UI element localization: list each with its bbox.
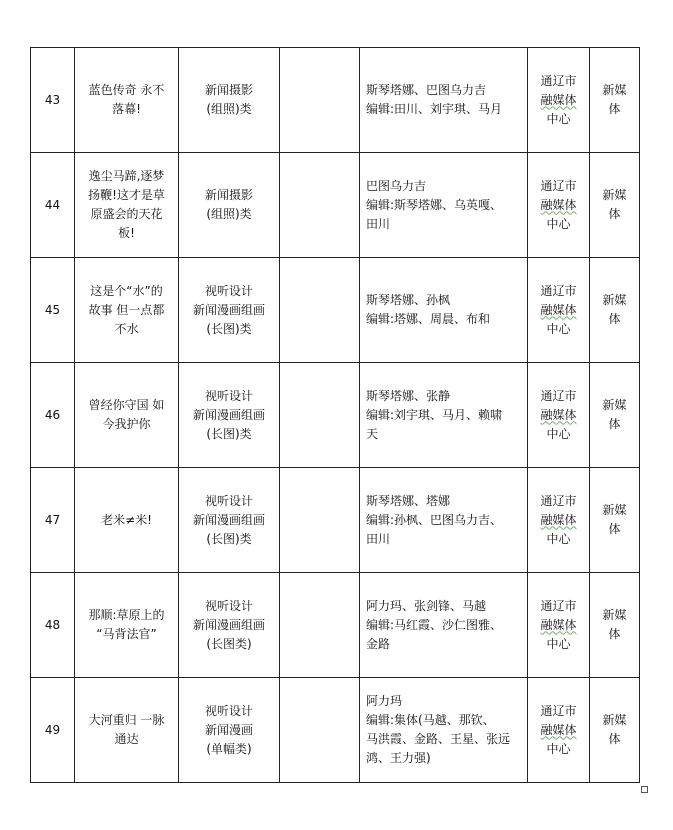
author-credits-line: 田川 xyxy=(366,216,391,231)
work-category-line: (组照)类 xyxy=(206,207,252,221)
media-channel-line: 体 xyxy=(608,102,621,116)
submitting-unit-line: 通辽市 xyxy=(540,493,577,508)
media-channel xyxy=(590,468,640,573)
work-category xyxy=(179,678,280,783)
author-credits-line: 编辑:塔娜、周晨、布和 xyxy=(366,312,491,326)
work-category-line: (长图)类 xyxy=(206,531,252,546)
submitting-unit xyxy=(528,153,590,258)
work-category-line: 视听设计 xyxy=(204,283,253,298)
row-number: 45 xyxy=(31,258,75,363)
submitting-unit-line: 通辽市 xyxy=(540,73,577,88)
author-credits-line: 斯琴塔娜、巴图乌力吉 xyxy=(366,83,487,97)
submitting-unit-line: 中心 xyxy=(546,111,571,126)
submitting-unit-line: 中心 xyxy=(546,216,571,231)
submitting-unit xyxy=(528,363,590,468)
work-title xyxy=(75,153,179,258)
table-row xyxy=(31,678,640,783)
table-body xyxy=(31,48,640,783)
empty-cell xyxy=(280,468,360,573)
empty-cell xyxy=(280,48,360,153)
work-category-line: 新闻漫画组画 xyxy=(192,512,265,527)
submitting-unit-line: 融媒体 xyxy=(540,92,577,107)
empty-cell xyxy=(280,678,360,783)
media-channel xyxy=(590,258,640,363)
awards-table xyxy=(30,47,640,783)
work-title-line: 通达 xyxy=(114,732,139,746)
table-row xyxy=(31,363,640,468)
work-title-line: 蓝色传奇 永不 xyxy=(88,83,165,97)
media-channel xyxy=(590,48,640,153)
submitting-unit-line: 通辽市 xyxy=(540,598,577,613)
media-channel-line: 新媒 xyxy=(602,503,627,517)
table-row xyxy=(31,153,640,258)
row-number: 46 xyxy=(31,363,75,468)
author-credits xyxy=(360,363,528,468)
work-title xyxy=(75,678,179,783)
work-title xyxy=(75,258,179,363)
work-category-line: (组照)类 xyxy=(206,102,252,116)
work-title-line: 扬鞭!这才是草 xyxy=(88,188,165,202)
work-title-line: 今我护你 xyxy=(102,417,151,431)
work-category-line: 视听设计 xyxy=(204,388,253,403)
author-credits-line: 金路 xyxy=(366,636,391,651)
row-number: 47 xyxy=(31,468,75,573)
table-row xyxy=(31,258,640,363)
media-channel xyxy=(590,153,640,258)
table-end-marker xyxy=(641,786,648,793)
submitting-unit-line: 中心 xyxy=(546,531,571,546)
work-category-line: (单幅类) xyxy=(206,741,252,756)
author-credits xyxy=(360,258,528,363)
table-row xyxy=(31,573,640,678)
media-channel-line: 新媒 xyxy=(602,83,627,97)
work-category-line: 新闻漫画组画 xyxy=(192,617,265,632)
submitting-unit-line: 融媒体 xyxy=(540,512,577,527)
author-credits-line: 田川 xyxy=(366,531,391,546)
empty-cell xyxy=(280,153,360,258)
empty-cell xyxy=(280,363,360,468)
work-category xyxy=(179,363,280,468)
author-credits-line: 鸿、王力强) xyxy=(366,751,431,765)
work-category-line: 新闻摄影 xyxy=(204,188,253,202)
media-channel xyxy=(590,573,640,678)
submitting-unit xyxy=(528,258,590,363)
submitting-unit-line: 通辽市 xyxy=(540,283,577,298)
work-title-line: 落幕! xyxy=(112,102,141,116)
author-credits-line: 编辑:马红霞、沙仁图雅、 xyxy=(366,617,503,632)
media-channel-line: 新媒 xyxy=(602,188,627,202)
work-category-line: (长图)类 xyxy=(206,321,252,336)
author-credits-line: 编辑:刘宇琪、马月、赖啸 xyxy=(366,407,503,422)
work-category-line: 视听设计 xyxy=(204,598,253,613)
empty-cell xyxy=(280,573,360,678)
work-category xyxy=(179,153,280,258)
work-title xyxy=(75,363,179,468)
work-category-line: 视听设计 xyxy=(204,703,253,718)
row-number: 49 xyxy=(31,678,75,783)
work-title-line: “马背法官” xyxy=(96,627,157,641)
author-credits xyxy=(360,678,528,783)
submitting-unit-line: 中心 xyxy=(546,426,571,441)
author-credits-line: 阿力玛 xyxy=(366,694,403,708)
work-title-line: 老米≠米! xyxy=(101,512,152,527)
media-channel-line: 新媒 xyxy=(602,608,627,622)
submitting-unit-line: 融媒体 xyxy=(540,197,577,212)
work-title-line: 逸尘马蹄,逐梦 xyxy=(88,169,165,183)
work-category-line: 新闻漫画组画 xyxy=(192,302,265,317)
table-row xyxy=(31,48,640,153)
media-channel-line: 体 xyxy=(608,732,621,746)
author-credits-line: 巴图乌力吉 xyxy=(366,178,427,193)
work-title xyxy=(75,468,179,573)
author-credits xyxy=(360,153,528,258)
row-number: 48 xyxy=(31,573,75,678)
work-category-line: 新闻漫画组画 xyxy=(192,407,265,422)
work-category xyxy=(179,468,280,573)
author-credits-line: 编辑:斯琴塔娜、乌英嘎、 xyxy=(366,197,503,212)
author-credits-line: 斯琴塔娜、孙枫 xyxy=(366,293,451,307)
author-credits-line: 马洪霞、金路、王星、张远 xyxy=(366,732,511,746)
media-channel-line: 体 xyxy=(608,207,621,221)
empty-cell xyxy=(280,258,360,363)
submitting-unit-line: 通辽市 xyxy=(540,388,577,403)
submitting-unit-line: 中心 xyxy=(546,321,571,336)
work-title xyxy=(75,573,179,678)
work-title-line: 大河重归 一脉 xyxy=(88,713,165,727)
author-credits-line: 斯琴塔娜、张静 xyxy=(366,388,451,403)
media-channel-line: 新媒 xyxy=(602,713,627,727)
work-title-line: 这是个“水”的 xyxy=(90,283,163,298)
submitting-unit-line: 融媒体 xyxy=(540,302,577,317)
work-title-line: 故事 但一点都 xyxy=(88,302,165,317)
media-channel xyxy=(590,363,640,468)
row-number: 43 xyxy=(31,48,75,153)
media-channel-line: 体 xyxy=(608,417,621,431)
author-credits xyxy=(360,468,528,573)
submitting-unit xyxy=(528,48,590,153)
submitting-unit xyxy=(528,573,590,678)
submitting-unit-line: 融媒体 xyxy=(540,407,577,422)
submitting-unit-line: 融媒体 xyxy=(540,722,577,737)
work-title-line: 不水 xyxy=(114,321,139,336)
submitting-unit-line: 通辽市 xyxy=(540,703,577,718)
author-credits xyxy=(360,48,528,153)
media-channel-line: 新媒 xyxy=(602,398,627,412)
submitting-unit xyxy=(528,468,590,573)
table-row xyxy=(31,468,640,573)
work-title xyxy=(75,48,179,153)
work-category-line: 视听设计 xyxy=(204,493,253,508)
author-credits-line: 斯琴塔娜、塔娜 xyxy=(366,493,451,508)
work-category xyxy=(179,573,280,678)
author-credits xyxy=(360,573,528,678)
work-category-line: 新闻摄影 xyxy=(204,83,253,97)
author-credits-line: 天 xyxy=(366,426,379,441)
author-credits-line: 编辑:集体(马越、那钦、 xyxy=(366,713,495,727)
work-category-line: (长图类) xyxy=(206,636,252,651)
submitting-unit-line: 融媒体 xyxy=(540,617,577,632)
media-channel xyxy=(590,678,640,783)
media-channel-line: 体 xyxy=(608,312,621,326)
author-credits-line: 编辑:孙枫、巴图乌力吉、 xyxy=(366,512,503,527)
author-credits-line: 阿力玛、张剑锋、马越 xyxy=(366,598,487,613)
submitting-unit-line: 中心 xyxy=(546,741,571,756)
submitting-unit xyxy=(528,678,590,783)
submitting-unit-line: 通辽市 xyxy=(540,178,577,193)
author-credits-line: 编辑:田川、刘宇琪、马月 xyxy=(366,102,503,116)
work-category-line: 新闻漫画 xyxy=(204,722,253,737)
work-title-line: 那顺:草原上的 xyxy=(88,608,165,622)
media-channel-line: 体 xyxy=(608,522,621,536)
row-number: 44 xyxy=(31,153,75,258)
work-category xyxy=(179,48,280,153)
media-channel-line: 体 xyxy=(608,627,621,641)
media-channel-line: 新媒 xyxy=(602,293,627,307)
work-category xyxy=(179,258,280,363)
submitting-unit-line: 中心 xyxy=(546,636,571,651)
work-title-line: 原盛会的天花 xyxy=(90,207,163,221)
work-category-line: (长图)类 xyxy=(206,426,252,441)
work-title-line: 板! xyxy=(118,226,135,240)
work-title-line: 曾经你守国 如 xyxy=(88,398,165,412)
